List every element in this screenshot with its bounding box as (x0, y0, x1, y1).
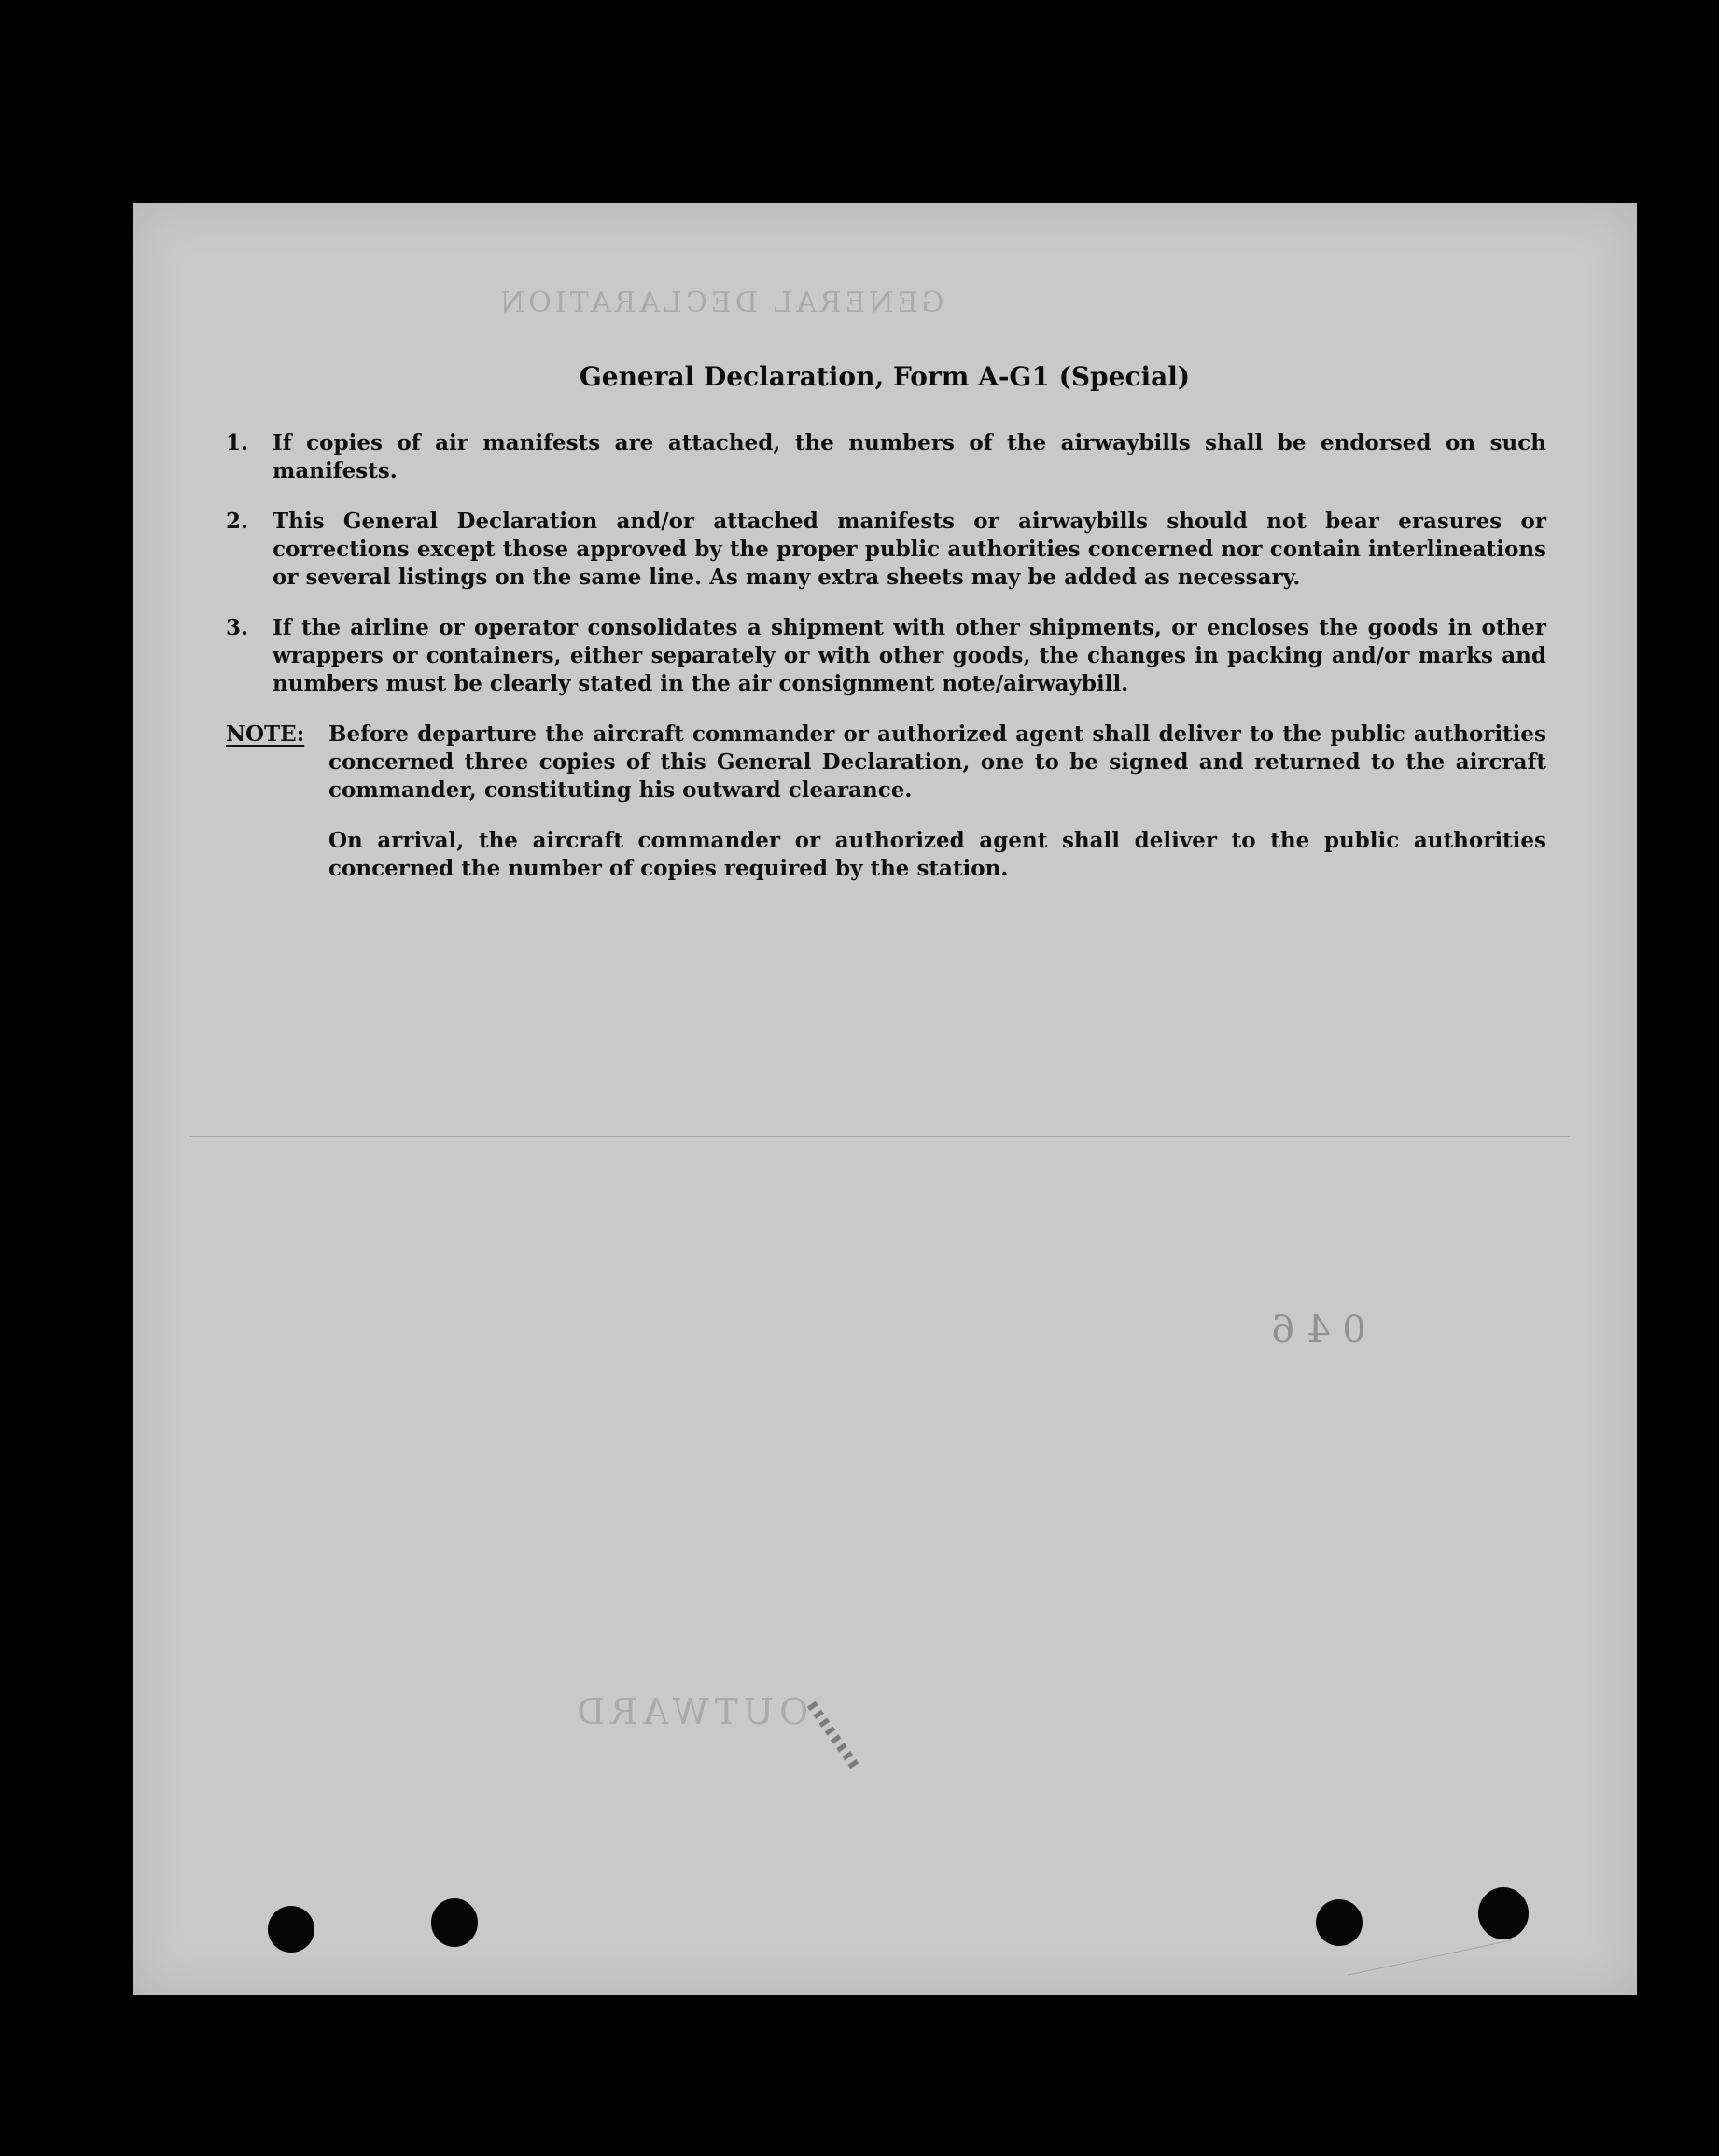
rubber-stamp: ▮▮▮▮▮▮▮▮ (802, 1696, 865, 1774)
instruction-item (226, 508, 1546, 592)
item-text: If the airline or operator consolidates a shipment with other shipments, or encloses the goods in other wrappers or containers, either separately or with other goods, the changes in packing and/or marks and numbers must be clearly stated in the air consignment note/airwaybill. (273, 615, 1546, 696)
punch-hole (268, 1906, 314, 1953)
fold-line (189, 1136, 1570, 1137)
punch-hole (1316, 1899, 1363, 1946)
item-number: 3. (226, 615, 249, 640)
bleed-through-text: OUTWARD (571, 1691, 809, 1732)
item-text: This General Declaration and/or attached manifests or airwaybills should not bear erasures or corrections except those approved by the proper public authorities concerned nor contain interlineations or several listings on the same line. As many extra sheets may be added as necessary. (273, 509, 1546, 590)
instructions (226, 429, 1546, 905)
bleed-through-number: 0 4 6 (1271, 1309, 1366, 1351)
document-page (133, 203, 1637, 1995)
instruction-item (226, 429, 1546, 485)
instruction-item (226, 614, 1546, 698)
punch-hole (1478, 1887, 1529, 1939)
note-label: NOTE: (226, 721, 305, 747)
item-text: If copies of air manifests are attached, the numbers of the airwaybills shall be endorsed on such manifests. (273, 430, 1546, 483)
punch-hole (431, 1898, 478, 1947)
bleed-through-text: GENERAL DECLARATION (496, 287, 944, 319)
scratch-mark (1348, 1939, 1512, 1975)
note-body (328, 721, 1546, 905)
note-paragraph: Before departure the aircraft commander or authorized agent shall deliver to the public authorities concerned three copies of this General Declaration, one to be signed and returned to the aircraft commander, constituting his outward clearance. (328, 721, 1546, 803)
page-title: General Declaration, Form A-G1 (Special) (579, 361, 1191, 392)
item-number: 1. (226, 430, 249, 455)
item-number: 2. (226, 509, 249, 534)
note-paragraph: On arrival, the aircraft commander or authorized agent shall deliver to the public authorities concerned the number of copies required by the station. (328, 828, 1546, 881)
note-section (226, 721, 1546, 905)
